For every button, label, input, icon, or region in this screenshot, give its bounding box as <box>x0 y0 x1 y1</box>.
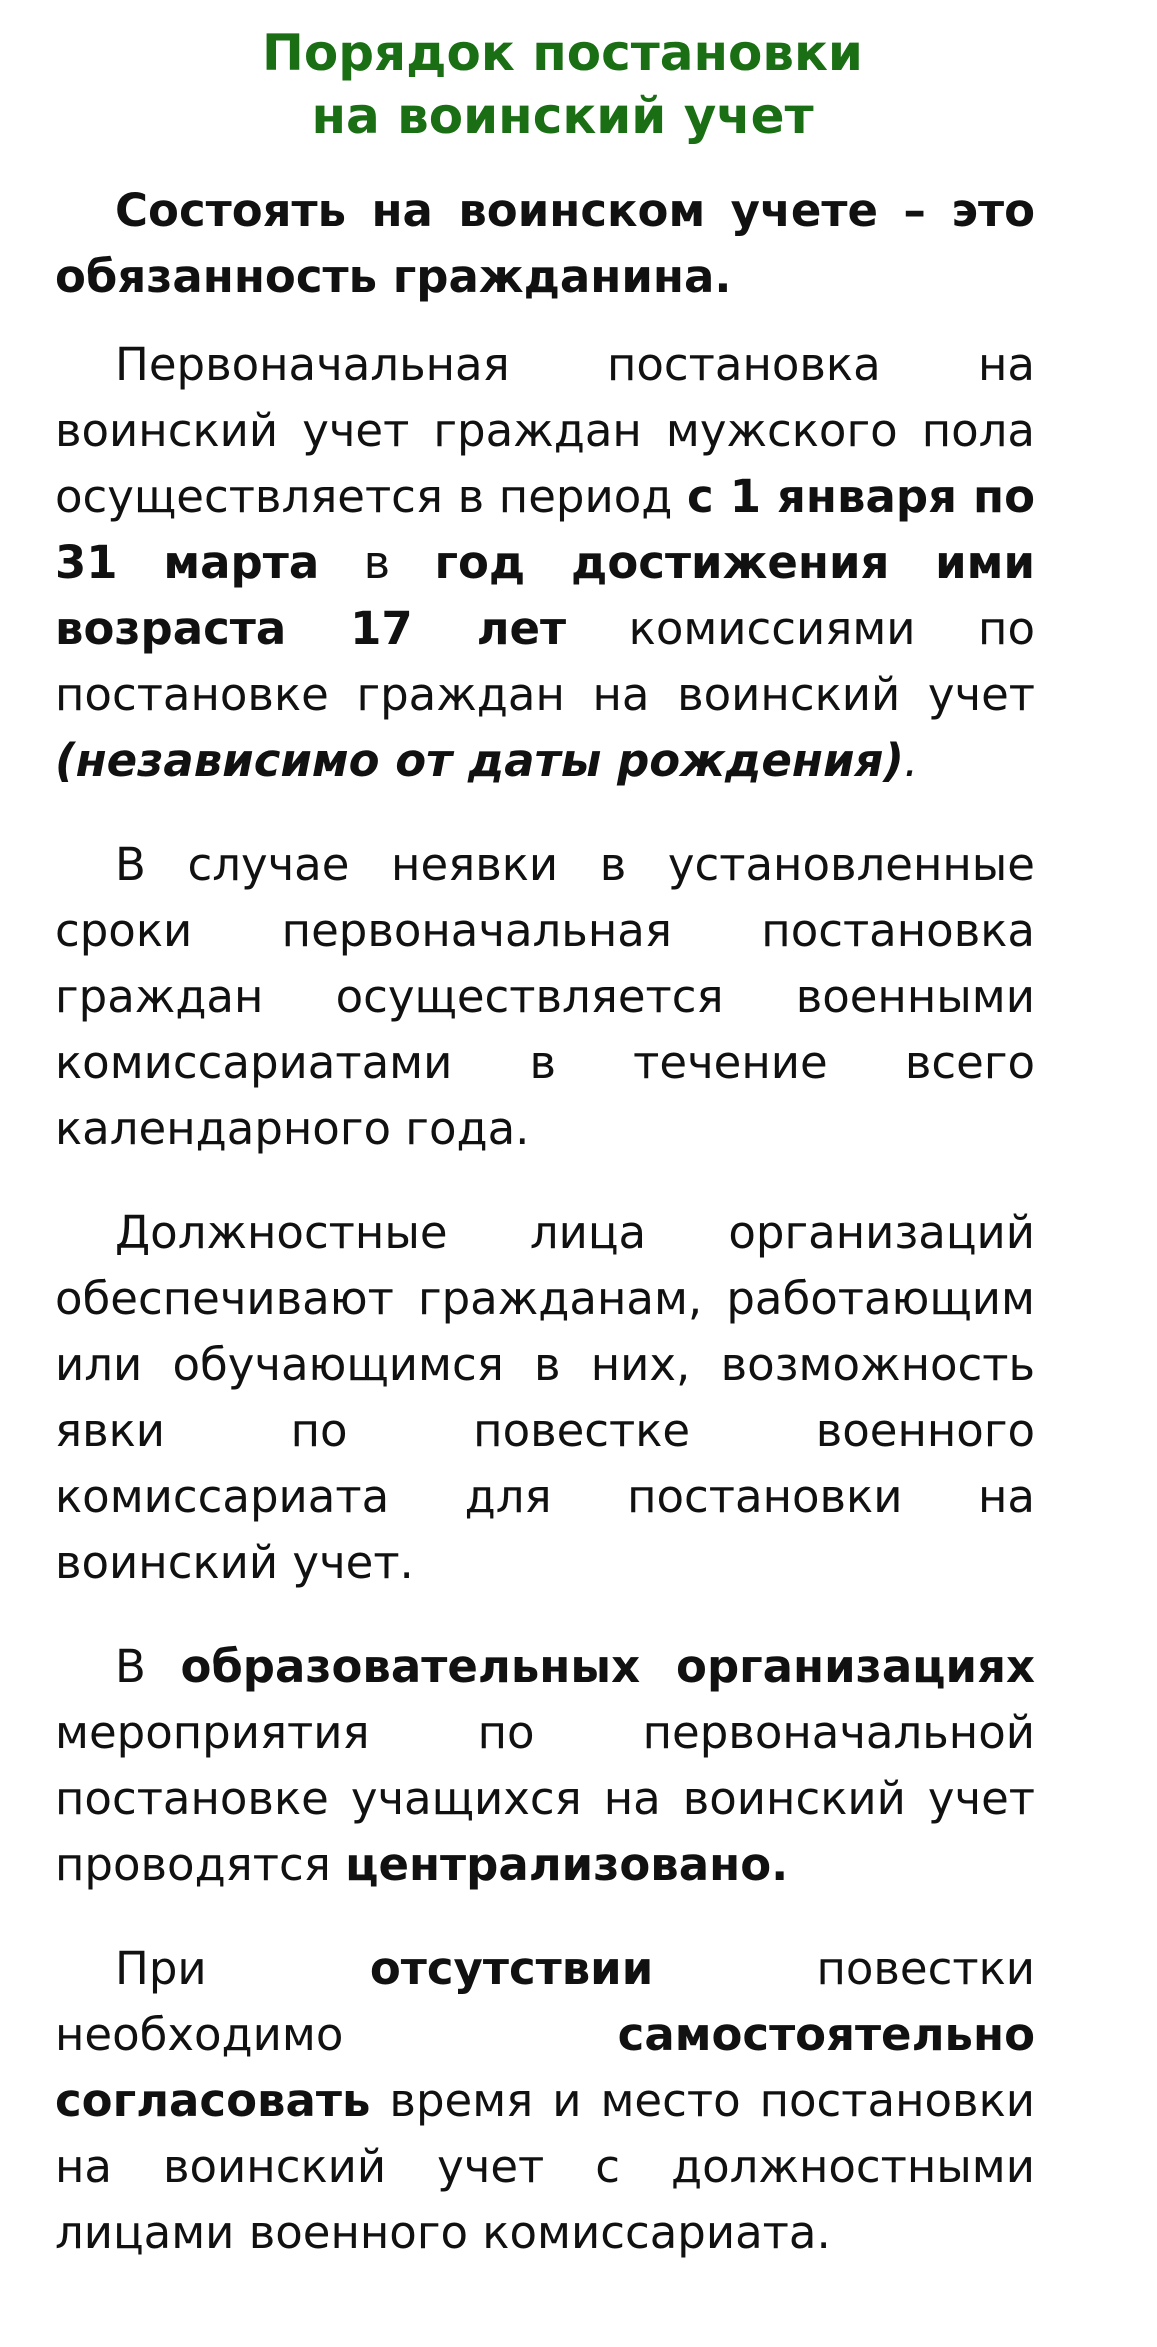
p6-text-2: повестки необходимо <box>55 1942 1035 2061</box>
p2-text-1: Первоначальная постановка на воинский учет граждан мужского пола осуществляется в период <box>55 338 1035 523</box>
p6-text-3: время и место постановки на воинский учет с должностными лицами военного комиссариата. <box>55 2074 1035 2259</box>
paragraph-non-appearance <box>55 832 1035 1162</box>
p2-text-3: комиссиями по постановке граждан на воинский учет <box>55 602 1035 721</box>
p2-birthdate-note: (независимо от даты рождения) <box>55 734 904 787</box>
title-line-1: Порядок постановки <box>262 24 863 82</box>
page-title <box>90 22 1035 148</box>
p2-text-4: . <box>903 734 919 787</box>
p4-text: Должностные лица организаций обеспечивают гражданам, работающим или обучающимся в них, возможность явки по повестке военного комиссариата для постановки на воинский учет. <box>55 1206 1035 1589</box>
paragraph-initial-registration <box>55 332 1035 794</box>
title-line-2: на воинский учет <box>311 87 814 145</box>
paragraph-educational <box>55 1634 1035 1898</box>
p2-period: с 1 января по 31 марта <box>55 470 1035 589</box>
paragraph-organizations <box>55 1200 1035 1596</box>
p3-text: В случае неявки в установленные сроки первоначальная постановка граждан осуществляется военными комиссариатами в течение всего календарного года. <box>55 838 1035 1155</box>
p5-centralized: централизовано. <box>345 1838 789 1891</box>
duty-statement: Состоять на воинском учете – это обязанность гражданина. <box>55 184 1035 303</box>
paragraph-duty <box>55 178 1035 310</box>
p5-text-2: мероприятия по первоначальной постановке учащихся на воинский учет проводятся <box>55 1706 1035 1891</box>
paragraph-no-summons <box>55 1936 1035 2266</box>
p6-absence: отсутствии <box>369 1942 654 1995</box>
p6-self-coordinate: самостоятельно согласовать <box>55 2008 1035 2127</box>
p6-text-1: При <box>115 1942 370 1995</box>
p5-educational-orgs: образовательных организациях <box>180 1640 1035 1693</box>
p2-age-year: год достижения ими возраста 17 лет <box>55 536 1035 655</box>
p2-text-2: в <box>319 536 435 589</box>
document-page <box>55 22 1035 2266</box>
p5-text-1: В <box>115 1640 181 1693</box>
